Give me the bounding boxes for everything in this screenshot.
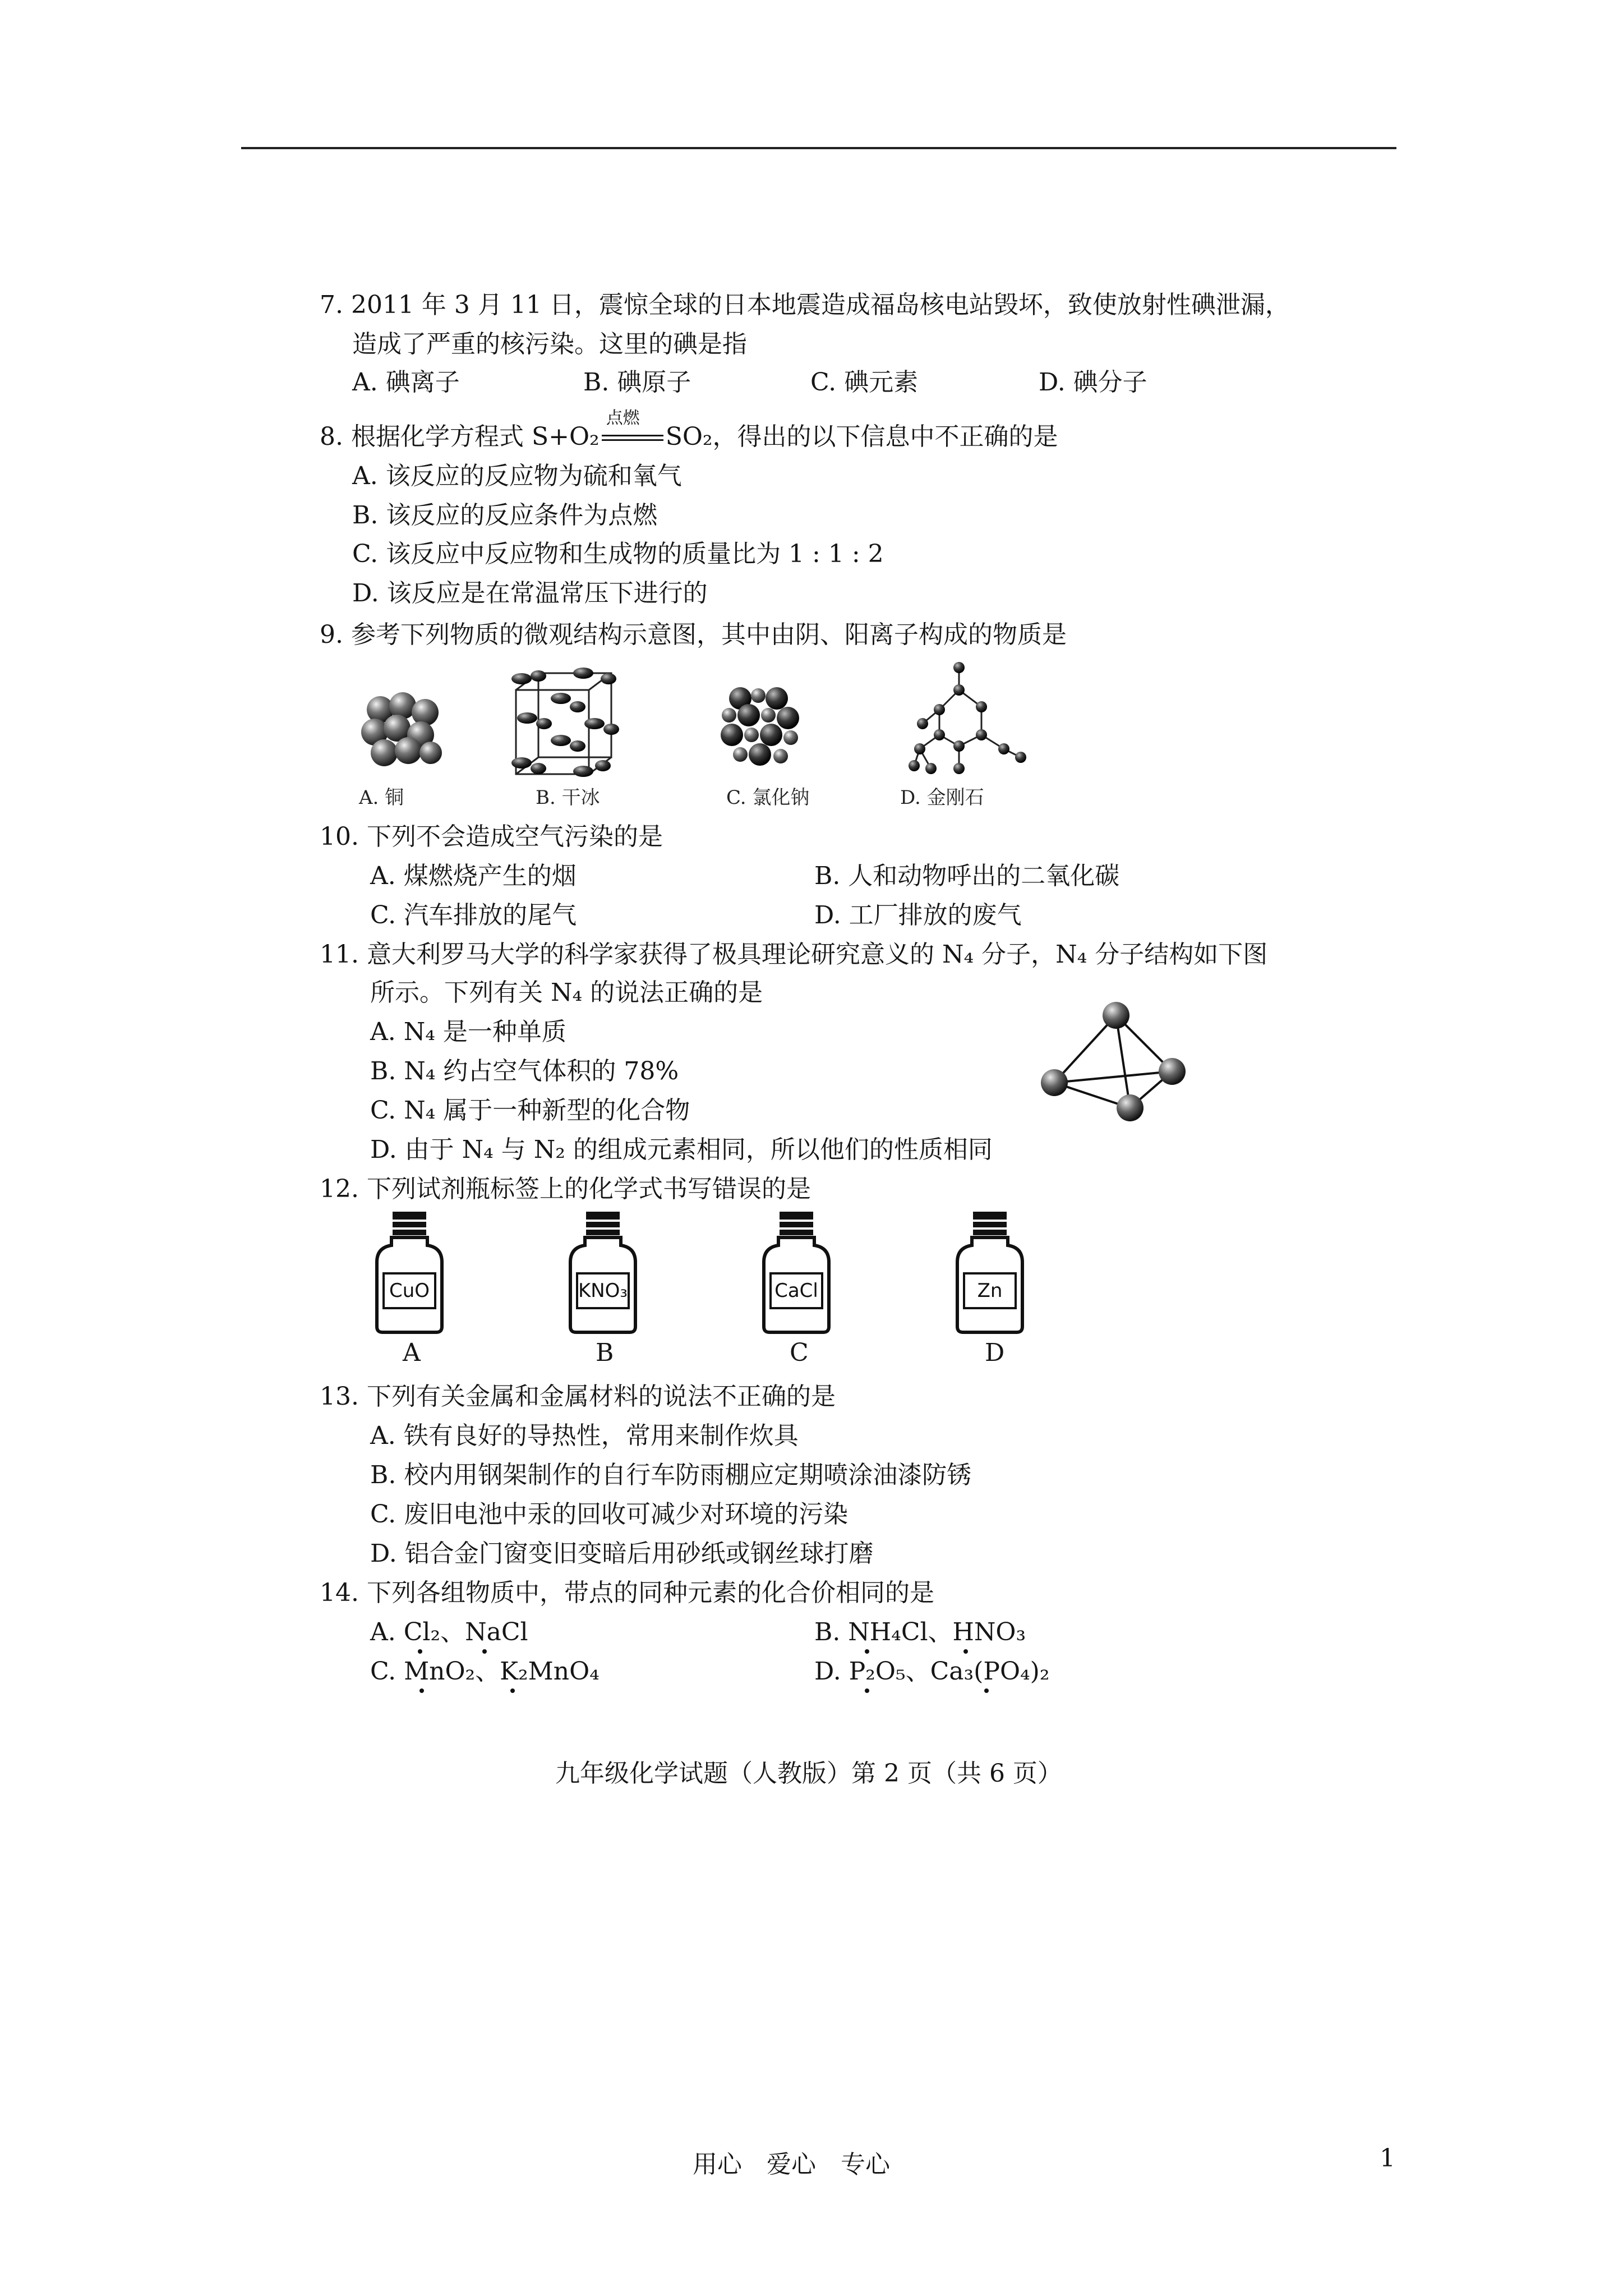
q10-option-a: A. 煤燃烧产生的烟: [370, 862, 577, 890]
page-number: 1: [1380, 2144, 1395, 2173]
q13-option-b: B. 校内用钢架制作的自行车防雨棚应定期喷涂油漆防锈: [370, 1461, 972, 1489]
sodium-chloride-structure-icon: [721, 687, 799, 766]
q12-letter-a: A: [403, 1338, 421, 1367]
dry-ice-molecules-icon: [511, 668, 619, 777]
exam-page-footer: 九年级化学试题（人教版）第 2 页（共 6 页）: [555, 1759, 1062, 1788]
q11-option-a: A. N₄ 是一种单质: [370, 1018, 566, 1046]
q9-caption-c: C. 氯化钠: [726, 786, 810, 809]
emphasis-dot: [419, 1688, 424, 1693]
emphasis-dot: [963, 1649, 968, 1654]
q9-caption-b: B. 干冰: [536, 786, 600, 809]
q7-line2: 造成了严重的核污染。这里的碘是指: [352, 330, 747, 358]
q12-letter-c: C: [790, 1338, 809, 1367]
q8-reaction-arrow: [600, 408, 666, 449]
reagent-bottle: [957, 1212, 1022, 1332]
q10-stem: 10. 下列不会造成空气污染的是: [320, 822, 663, 851]
q7-option-b: B. 碘原子: [583, 368, 691, 397]
header-rule: [241, 147, 1396, 149]
q12-letter-d: D: [985, 1338, 1005, 1367]
bottle-label-text: CaCl: [774, 1280, 818, 1302]
emphasis-dot: [482, 1649, 487, 1654]
emphasis-dot: [418, 1649, 422, 1654]
q11-option-c: C. N₄ 属于一种新型的化合物: [370, 1096, 690, 1125]
footer-motto: 用心 爱心 专心: [693, 2150, 890, 2179]
q8-stem-suffix: SO₂，得出的以下信息中不正确的是: [665, 422, 1058, 451]
reagent-bottle: [764, 1212, 829, 1332]
q12-stem: 12. 下列试剂瓶标签上的化学式书写错误的是: [320, 1175, 811, 1203]
q11-option-b: B. N₄ 约占空气体积的 78%: [370, 1057, 679, 1085]
bottle-label-text: KNO₃: [578, 1280, 628, 1302]
q8-option-d: D. 该反应是在常温常压下进行的: [352, 579, 708, 608]
reagent-bottle: [570, 1212, 635, 1332]
q8-stem-prefix: 8. 根据化学方程式 S+O₂: [320, 422, 600, 451]
q8-option-c: C. 该反应中反应物和生成物的质量比为 1 : 1 : 2: [352, 540, 884, 568]
bottle-label-text: Zn: [977, 1280, 1003, 1302]
q13-option-c: C. 废旧电池中汞的回收可减少对环境的污染: [370, 1500, 849, 1529]
bottle-label-text: CuO: [389, 1280, 430, 1302]
q14-option-a: A. Cl₂、NaCl: [370, 1618, 528, 1646]
q7-option-d: D. 碘分子: [1039, 368, 1147, 397]
q13-stem: 13. 下列有关金属和金属材料的说法不正确的是: [320, 1382, 836, 1411]
q9-caption-d: D. 金刚石: [900, 786, 984, 809]
q14-stem: 14. 下列各组物质中，带点的同种元素的化合价相同的是: [320, 1579, 934, 1607]
q9-stem: 9. 参考下列物质的微观结构示意图，其中由阴、阳离子构成的物质是: [320, 620, 1067, 649]
emphasis-dot: [510, 1688, 515, 1693]
q8-option-a: A. 该反应的反应物为硫和氧气: [352, 462, 682, 490]
q7-option-a: A. 碘离子: [352, 368, 460, 397]
q14-option-b: B. NH₄Cl、HNO₃: [814, 1618, 1026, 1646]
q11-line1: 11. 意大利罗马大学的科学家获得了极具理论研究意义的 N₄ 分子，N₄ 分子结构如下图: [320, 940, 1268, 969]
q13-option-d: D. 铝合金门窗变旧变暗后用砂纸或钢丝球打磨: [370, 1539, 874, 1568]
q12-letter-b: B: [596, 1338, 614, 1367]
reagent-bottle: [377, 1212, 442, 1332]
q8-option-b: B. 该反应的反应条件为点燃: [352, 501, 658, 530]
q8-stem: [320, 408, 1058, 451]
q9-caption-a: A. 铜: [359, 786, 404, 809]
q11-line2: 所示。下列有关 N₄ 的说法正确的是: [370, 978, 763, 1007]
q10-option-d: D. 工厂排放的废气: [814, 901, 1022, 930]
emphasis-dot: [865, 1688, 869, 1693]
n4-molecule-figure: [1032, 999, 1200, 1133]
q14-option-d: D. P₂O₅、Ca₃(PO₄)₂: [814, 1657, 1050, 1686]
emphasis-dot: [865, 1649, 869, 1654]
copper-structure-icon: [361, 692, 442, 766]
q13-option-a: A. 铁有良好的导热性，常用来制作炊具: [370, 1421, 799, 1450]
q14-option-c: C. MnO₂、K₂MnO₄: [370, 1657, 600, 1686]
q8-condition: 点燃: [606, 408, 640, 428]
q10-option-c: C. 汽车排放的尾气: [370, 901, 577, 930]
diamond-atoms-icon: [909, 662, 1026, 774]
q7-line1: 7. 2011 年 3 月 11 日，震惊全球的日本地震造成福岛核电站毁坏，致使放射性碘泄漏，: [320, 291, 1290, 319]
emphasis-dot: [984, 1688, 989, 1693]
q10-option-b: B. 人和动物呼出的二氧化碳: [814, 862, 1120, 890]
q9-structure-figures: [336, 656, 1094, 791]
q11-option-d: D. 由于 N₄ 与 N₂ 的组成元素相同，所以他们的性质相同: [370, 1135, 993, 1164]
q7-option-c: C. 碘元素: [810, 368, 919, 397]
